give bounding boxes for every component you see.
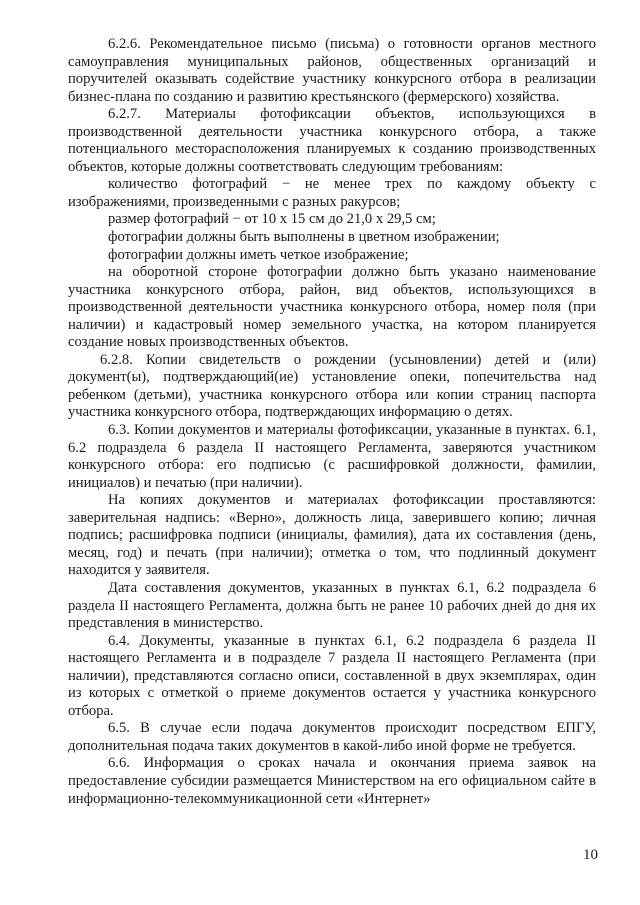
page-number: 10	[583, 847, 598, 863]
paragraph-6-6: 6.6. Информация о сроках начала и окончания приема заявок на предоставление субсидии размещается Министерством на его официальном сайте в информационно-телекоммуникационной сети «Интернет»	[68, 755, 596, 807]
requirement-photo-color: фотографии должны быть выполнены в цветном изображении;	[108, 229, 500, 246]
requirement-photo-reverse-side: на оборотной стороне фотографии должно быть указано наименование участника конкурсного отбора, район, вид объектов, использующихся в производственной деятельности участника конкурсного отбора, номер поля (при наличии) и кадастровый номер земельного участка, на котором планируется создание новых производственных объектов.	[68, 264, 596, 351]
paragraph-6-3: 6.3. Копии документов и материалы фотофиксации, указанные в пунктах. 6.1, 6.2 подраздела 6 раздела II настоящего Регламента, заверяются участником конкурсного отбора: его подписью (с расшифровкой должности, фамилии, инициалов) и печатью (при наличии).	[68, 422, 596, 491]
paragraph-6-4: 6.4. Документы, указанные в пунктах 6.1, 6.2 подраздела 6 раздела II настоящего Регламента и в подразделе 7 раздела II настоящего Регламента (при наличии), представляются согласно описи, составленной в двух экземплярах, один из которых с отметкой о приеме документов остается у участника конкурсного отбора.	[68, 632, 596, 719]
paragraph-6-2-7: 6.2.7. Материалы фотофиксации объектов, использующихся в производственной деятельности участника конкурсного отбора, а также потенциального месторасположения планируемых к созданию производственных объектов, которые должны соответствовать следующим требованиям:	[68, 106, 596, 175]
paragraph-6-5: 6.5. В случае если подача документов происходит посредством ЕПГУ, дополнительная подача таких документов в какой-либо иной форме не требуется.	[68, 720, 596, 754]
paragraph-6-2-6: 6.2.6. Рекомендательное письмо (письма) о готовности органов местного самоуправления муниципальных районов, общественных организаций и поручителей оказывать содействие участнику конкурсного отбора в реализации бизнес-плана по созданию и развитию крестьянского (фермерского) хозяйства.	[68, 36, 596, 105]
paragraph-6-2-8: 6.2.8. Копии свидетельств о рождении (усыновлении) детей и (или) документ(ы), подтверждающий(ие) установление опеки, попечительства над ребенком (детьми), участника конкурсного отбора или копии страниц паспорта участника конкурсного отбора, подтверждающих информацию о детях.	[68, 351, 596, 421]
paragraph-document-date: Дата составления документов, указанных в пунктах 6.1, 6.2 подраздела 6 раздела II настоящего Регламента, должна быть не ранее 10 рабочих дней до дня их представления в министерство.	[68, 579, 596, 632]
requirement-photo-clarity: фотографии должны иметь четкое изображение;	[108, 246, 409, 263]
paragraph-copy-certification: На копиях документов и материалах фотофиксации проставляются: заверительная надпись: «Верно», должность лица, заверившего копию; личная подпись; расшифровка подписи (инициалы, фамилия), дата их составления (день, месяц, год) и печать (при наличии); отметка о том, что подлинный документ находится у заявителя.	[68, 492, 596, 579]
requirement-photo-size: размер фотографий − от 10 х 15 см до 21,0 х 29,5 см;	[108, 211, 436, 228]
requirement-photo-count: количество фотографий − не менее трех по каждому объекту с изображениями, произведенными с разных ракурсов;	[68, 176, 596, 210]
document-body	[68, 36, 596, 808]
